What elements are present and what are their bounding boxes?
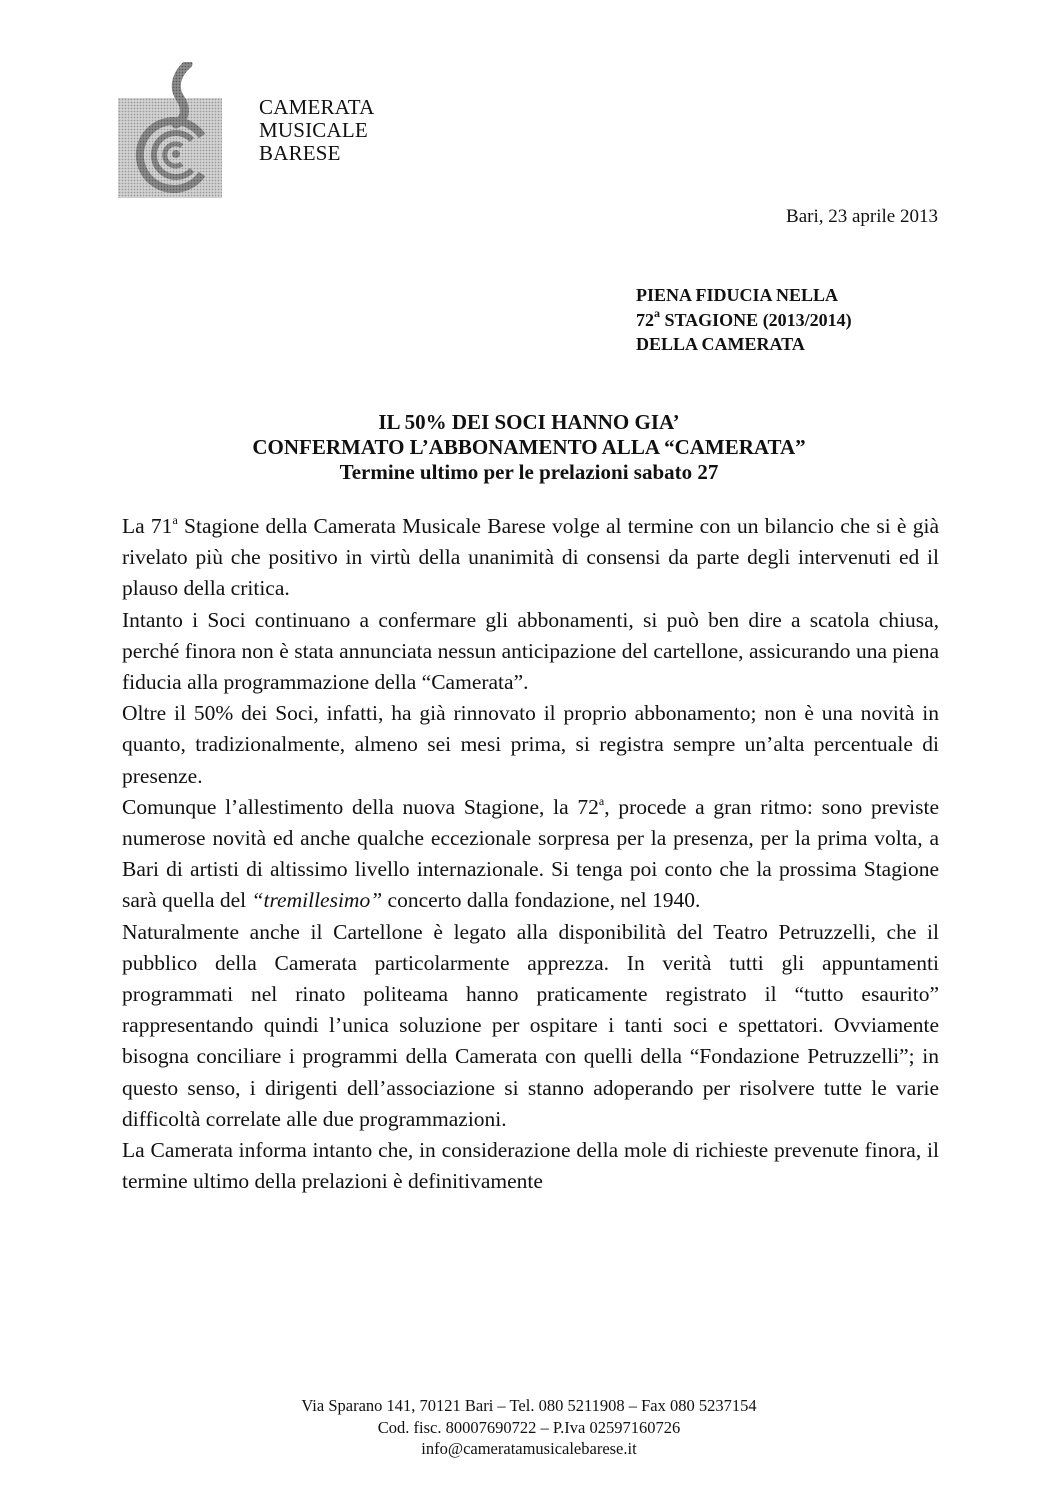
kicker-block	[636, 283, 852, 357]
article-body	[122, 511, 939, 1197]
headline-line-2: CONFERMATO L’ABBONAMENTO ALLA “CAMERATA”	[252, 435, 806, 459]
paragraph-1: La 71$^a$ Stagione della Camerata Musicale Barese volge al termine con un bilancio che si è già rivelato più che positivo in virtù della unanimità di consensi da parte degli intervenuti ed il plauso della critica.	[122, 513, 939, 601]
footer-email[interactable]: info@cameratamusicalebarese.it	[421, 1439, 637, 1458]
document-date: Bari, 23 aprile 2013	[786, 206, 938, 227]
headline-line-1: IL 50% DEI SOCI HANNO GIA’	[378, 410, 680, 434]
footer-tax-codes: Cod. fisc. 80007690722 – P.Iva 02597160726	[377, 1417, 681, 1437]
paragraph-6: La Camerata informa intanto che, in considerazione della mole di richieste prevenute finora, il termine ultimo della prelazioni è definitivamente	[122, 1138, 939, 1194]
footer-address: Via Sparano 141, 70121 Bari – Tel. 080 5211908 – Fax 080 5237154	[301, 1396, 757, 1415]
paragraph-4: Comunque l’allestimento della nuova Stagione, la 72$^a$, procede a gran ritmo: sono previste numerose novità ed anche qualche eccezionale sorpresa per la presenza, per la prima volta, a Bari di artisti di altissimo livello internazionale. Si tenga poi conto che la prossima Stagione sarà quella del “tremillesimo” concerto dalla fondazione, nel 1940.	[122, 793, 939, 913]
camerata-logo	[118, 62, 222, 198]
kicker-line-2: 72$^a$ STAGIONE (2013/2014)	[636, 305, 852, 330]
org-line-1: CAMERATA	[259, 95, 375, 119]
paragraph-2: Intanto i Soci continuano a confermare gli abbonamenti, si può ben dire a scatola chiusa, perché finora non è stata annunciata nessun anticipazione del cartellone, assicurando una piena fiducia alla programmazione della “Camerata”.	[122, 607, 939, 695]
org-line-3: BARESE	[259, 141, 341, 165]
paragraph-3: Oltre il 50% dei Soci, infatti, ha già rinnovato il proprio abbonamento; non è una novità in quanto, tradizionalmente, almeno sei mesi prima, si registra sempre un’alta percentuale di presenze.	[122, 701, 939, 788]
paragraph-5: Naturalmente anche il Cartellone è legato alla disponibilità del Teatro Petruzzelli, che il pubblico della Camerata particolarmente apprezza. In verità tutti gli appuntamenti programmati nel rinato politeama hanno praticamente registrato il “tutto esaurito” rappresentando quindi l’unica soluzione per ospitare i tanti soci e spettatori. Ovviamente bisogna conciliare i programmi della Camerata con quelli della “Fondazione Petruzzelli”; in questo senso, i dirigenti dell’associazione si stanno adoperando per risolvere tutte le varie difficoltà correlate alle due programmazioni.	[122, 919, 939, 1131]
headline-line-3: Termine ultimo per le prelazioni sabato 27	[339, 460, 719, 484]
kicker-line-3: DELLA CAMERATA	[636, 334, 805, 354]
footer-contacts	[0, 1395, 1058, 1460]
headline	[0, 410, 1058, 485]
organization-name	[259, 96, 374, 165]
org-line-2: MUSICALE	[259, 118, 368, 142]
kicker-line-1: PIENA FIDUCIA NELLA	[636, 285, 839, 305]
